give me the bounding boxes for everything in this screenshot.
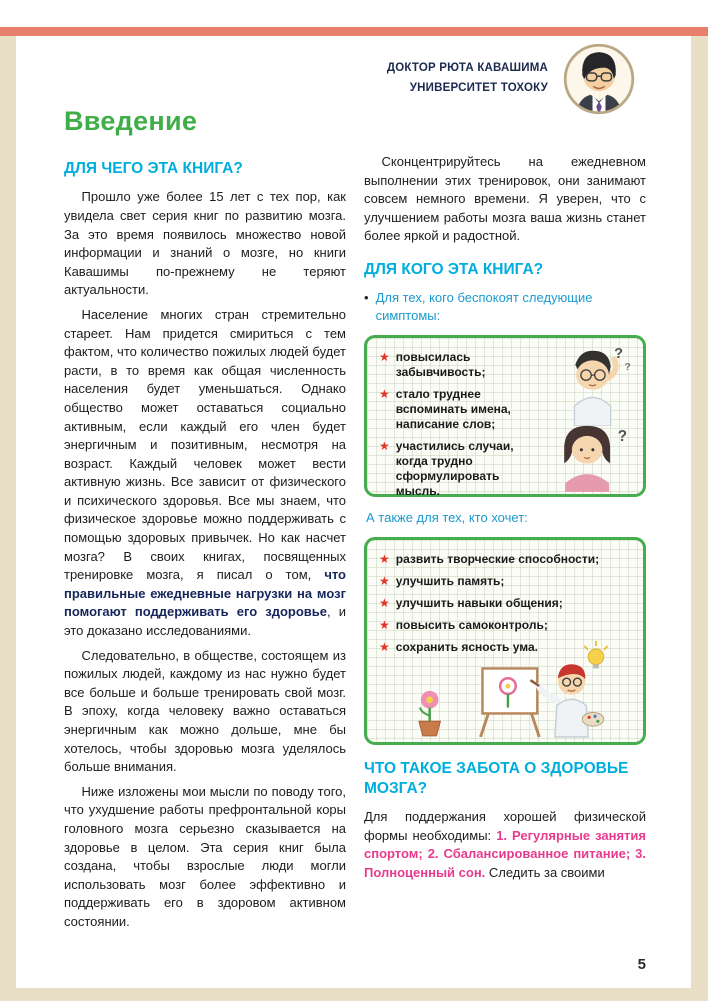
bullet-intro-row <box>364 289 646 325</box>
confused-man-illustration <box>553 344 639 426</box>
star-icon: ★ <box>379 387 390 402</box>
svg-text:?: ? <box>617 428 628 446</box>
symptom-text: участились случаи, когда трудно сформулировать мысль. <box>395 439 514 499</box>
right-cream-border <box>691 36 708 1001</box>
symptom-text: повысилась забывчивость; <box>395 350 486 380</box>
paragraph-text: Для поддержания хорошей физической формы необходимы: <box>364 809 646 843</box>
also-for-text: А также для тех, кто хочет: <box>366 510 528 526</box>
svg-text:?: ? <box>614 346 624 363</box>
author-portrait-illustration <box>562 42 636 116</box>
author-university: УНИВЕРСИТЕТ ТОХОКУ <box>409 82 548 94</box>
highlighted-item-1: 1. Регулярные занятия спортом; <box>364 827 646 862</box>
section-heading-why-this-book: ДЛЯ ЧЕГО ЭТА КНИГА? <box>64 160 243 177</box>
highlighted-item-3: 3. Полноценный сон. <box>364 846 646 880</box>
top-coral-rule <box>0 27 708 36</box>
list-item <box>379 350 537 380</box>
list-item <box>379 552 633 567</box>
highlighted-item-2: 2. Сбалансированное питание; <box>427 846 636 862</box>
paragraph-text: , и это доказано исследованиями. <box>64 604 346 639</box>
list-item <box>379 618 633 633</box>
page-number: 5 <box>637 956 646 973</box>
star-icon: ★ <box>379 618 390 633</box>
page-title: Введение <box>64 106 198 136</box>
paragraph <box>364 808 646 882</box>
star-icon: ★ <box>379 640 390 655</box>
wish-text: развить творческие способности; <box>395 552 600 567</box>
svg-text:?: ? <box>624 362 631 374</box>
two-column-layout <box>0 137 708 938</box>
author-header <box>387 42 636 116</box>
section-heading-for-whom: ДЛЯ КОГО ЭТА КНИГА? <box>364 260 544 278</box>
idea-bulb <box>584 641 607 668</box>
wish-text: повысить самоконтроль; <box>395 618 548 633</box>
wishes-box <box>364 537 646 745</box>
symptoms-list <box>379 350 537 499</box>
painter-illustration <box>393 638 618 738</box>
paragraph: Ниже изложены мои мысли по поводу того, что ухудшение работы префронтальной коры головного мозга серьезно сказывается на здоровье в целом. Эта серия книг была создана, чтобы взрослые люди могли использовать мозг более эффективно и поддерживать его в здоровом активном состоянии. <box>64 783 346 929</box>
star-icon: ★ <box>379 350 390 365</box>
star-icon: ★ <box>379 439 390 454</box>
symptom-text: стало труднее вспоминать имена, написание слов; <box>395 387 511 432</box>
paragraph-text: Население многих стран стремительно стареет. Нам придется смириться с тем фактом, что количество пожилых людей будет расти, в то время как общая численность населения будет уменьшаться. Однако общество может оставаться социально активным, если каждый его член будет энергичным и позитивным, несмотря на возраст. Каждый человек может вести активную жизнь. Все зависит от физического и психического здоровья. Все мы знаем, что физическое здоровье можно поддерживать с помощью здоровых привычек. Но как насчет мозга? В своих книгах, посвященных тренировке мозга, я писал о том, <box>64 306 346 583</box>
star-icon: ★ <box>379 596 390 611</box>
bottom-cream-border <box>0 988 708 1001</box>
list-item <box>379 439 537 499</box>
wish-text: сохранить ясность ума. <box>395 640 538 655</box>
star-icon: ★ <box>379 574 390 589</box>
paragraph: Сконцентрируйтесь на ежедневном выполнении этих тренировок, они занимают совсем немного времени. Я уверен, что с улучшением работы мозга ваша жизнь станет более яркой и радостной. <box>364 154 646 244</box>
paragraph: Прошло уже более 15 лет с тех пор, как увидела свет серия книг по развитию мозга. За это время появилось множество новой информации и знаний о мозге, но книги Кавашимы по-прежнему не теряют актуальности. <box>64 189 346 298</box>
wish-text: улучшить память; <box>395 574 505 589</box>
list-item <box>379 387 537 432</box>
symptoms-box <box>364 335 646 497</box>
list-item <box>379 574 633 589</box>
list-item <box>379 596 633 611</box>
paragraph-text: Следить за своими <box>485 864 605 880</box>
bullet-icon: • <box>364 290 369 306</box>
left-cream-border <box>0 36 16 1001</box>
thinking-woman-illustration <box>547 420 633 492</box>
right-column <box>364 153 646 938</box>
bullet-intro-text: Для тех, кого беспокоят следующие симптомы: <box>375 290 593 324</box>
author-name: ДОКТОР РЮТА КАВАШИМА <box>386 62 548 75</box>
paragraph: Следовательно, в обществе, состоящем из пожилых людей, каждому из нас нужно будет все больше и больше тренировать свой мозг. В эпоху, когда человеку важно оставаться энергичным как можно дольше, мне бы хотелось, чтобы здоровью мозга уделялось больше внимания. <box>64 647 346 775</box>
author-name-block <box>387 59 548 98</box>
section-heading-brain-care: ЧТО ТАКОЕ ЗАБОТА О ЗДОРОВЬЕ МОЗГА? <box>364 760 629 797</box>
paragraph <box>64 306 346 641</box>
star-icon: ★ <box>379 552 390 567</box>
wish-text: улучшить навыки общения; <box>395 596 563 611</box>
left-column <box>64 153 346 938</box>
emphasized-text: что правильные ежедневные нагрузки на мозг помогают поддерживать его здоровье <box>64 567 346 620</box>
